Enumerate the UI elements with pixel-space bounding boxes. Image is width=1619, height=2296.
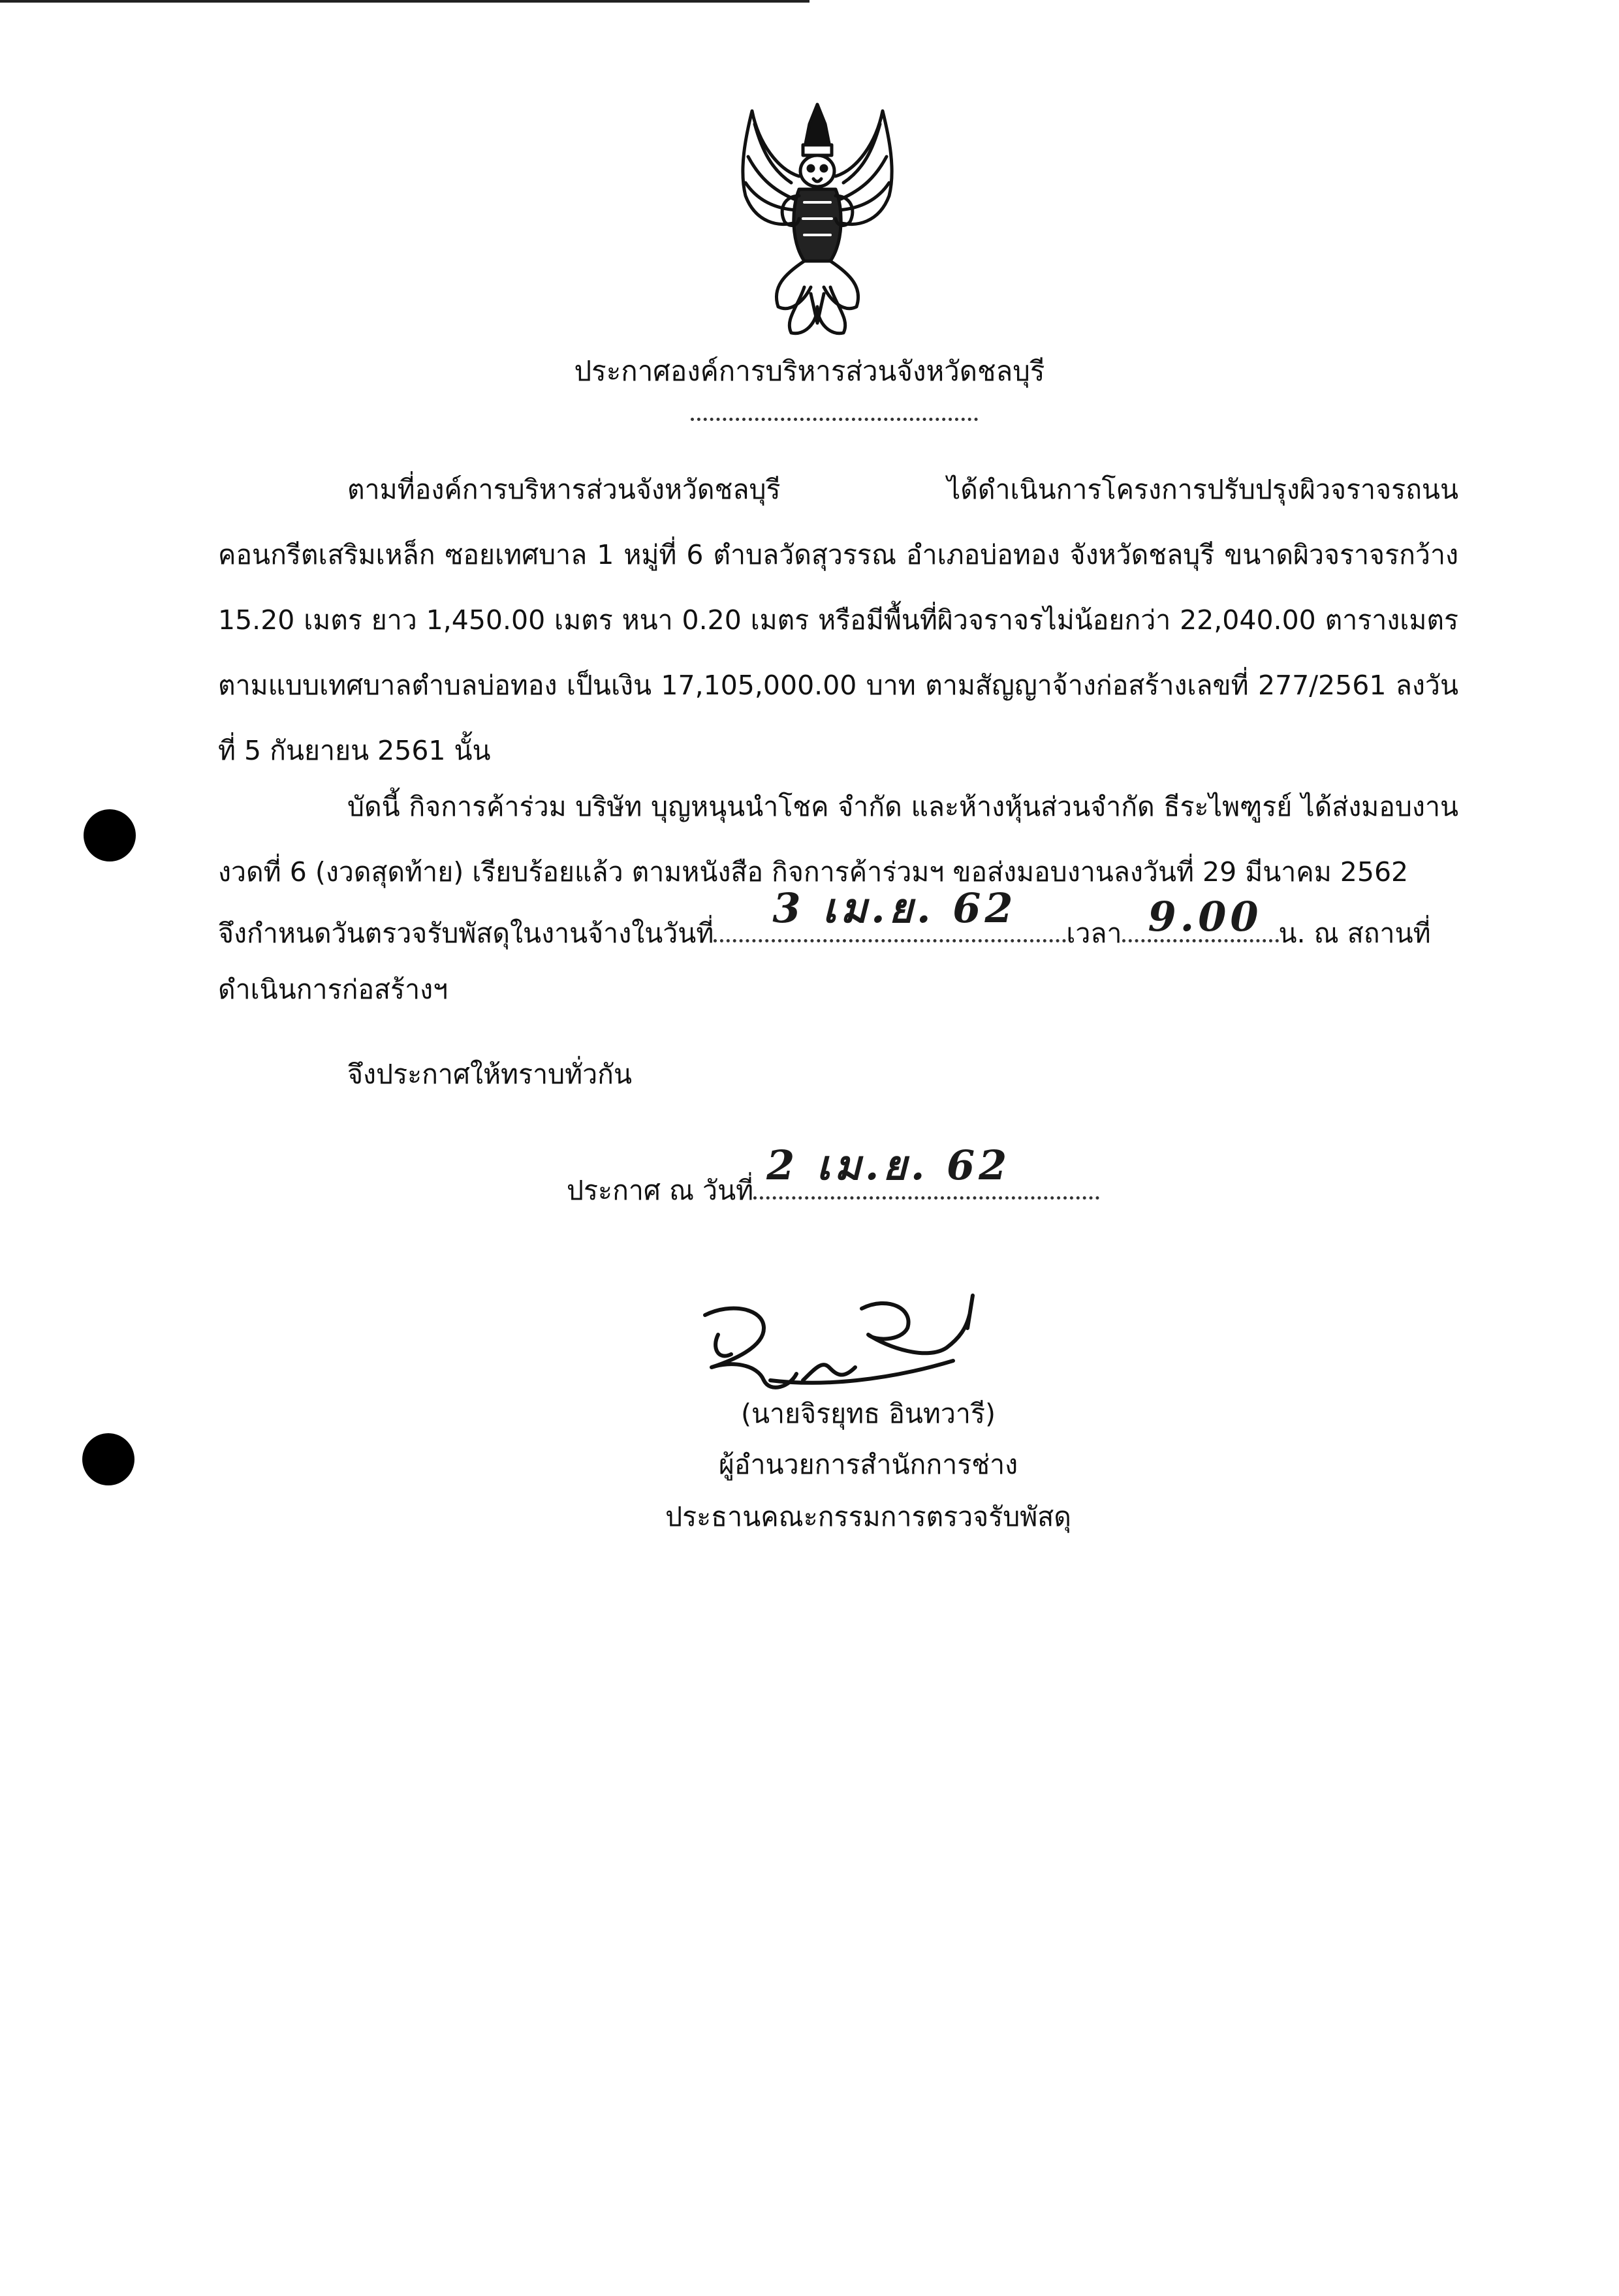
title-dotted-rule (691, 418, 978, 421)
announce-date-field (753, 1141, 1099, 1200)
time-label: เวลา (1066, 918, 1122, 949)
project-paragraph: ตามที่องค์การบริหารส่วนจังหวัดชลบุรี ได้ดำเนินการโครงการปรับปรุงผิวจราจรถนนคอนกรีตเสริมเหล็ก ซอยเทศบาล 1 หมู่ที่ 6 ตำบลวัดสุวรรณ อำเภอบ่อทอง จังหวัดชลบุรี ขนาดผิวจราจรกว้าง 15.20 เมตร ยาว 1,450.00 เมตร หนา 0.20 เมตร หรือมีพื้นที่ผิวจราจรไม่น้อยกว่า 22,040.00 ตารางเมตร ตามแบบเทศบาลตำบลบ่อทอง เป็นเงิน 17,105,000.00 บาท ตามสัญญาจ้างก่อสร้างเลขที่ 277/2561 ลงวันที่ 5 กันยายน 2561 นั้น (218, 474, 1458, 766)
scan-top-edge (0, 0, 810, 3)
document-title: ประกาศองค์การบริหารส่วนจังหวัดชลบุรี (574, 355, 1045, 387)
punch-hole-bottom (82, 1433, 134, 1485)
delivery-paragraph: บัดนี้ กิจการค้าร่วม บริษัท บุญหนุนนำโชค จำกัด และห้างหุ้นส่วนจำกัด ธีระไพฑูรย์ ได้ส่งมอบงาน งวดที่ 6 (งวดสุดท้าย) เรียบร้อยแล้ว ตามหนังสือ กิจการค้าร่วมฯ ขอส่งมอบงานลงวันที่ 29 มีนาคม 2562 (218, 791, 1458, 888)
handwritten-time: 9.00 (1148, 893, 1263, 940)
handwritten-signature (692, 1289, 992, 1400)
time-suffix: น. ณ สถานที่ (1278, 918, 1431, 949)
signatory-position: ผู้อำนวยการสำนักการช่าง (718, 1449, 1018, 1480)
inspection-prefix: จึงกำหนดวันตรวจรับพัสดุในงานจ้างในวันที่ (218, 918, 714, 949)
punch-hole-top (84, 809, 136, 861)
inspection-date-field (714, 884, 1066, 942)
closing-statement: จึงประกาศให้ทราบทั่วกัน (347, 1059, 633, 1090)
inspection-date-line (218, 884, 1431, 955)
time-field (1122, 893, 1279, 942)
garuda-emblem-icon (726, 98, 909, 339)
handwritten-inspection-date: 3 เม.ย. 62 (772, 884, 1017, 932)
signatory-role: ประธานคณะกรรมการตรวจรับพัสดุ (665, 1501, 1071, 1532)
announce-label: ประกาศ ณ วันที่ (567, 1175, 754, 1206)
handwritten-announce-date: 2 เม.ย. 62 (766, 1141, 1011, 1189)
inspection-location-line: ดำเนินการก่อสร้างฯ (218, 974, 448, 1005)
signatory-name: (นายจิรยุทธ อินทวารี) (741, 1398, 996, 1429)
announce-date-line (567, 1141, 1099, 1212)
